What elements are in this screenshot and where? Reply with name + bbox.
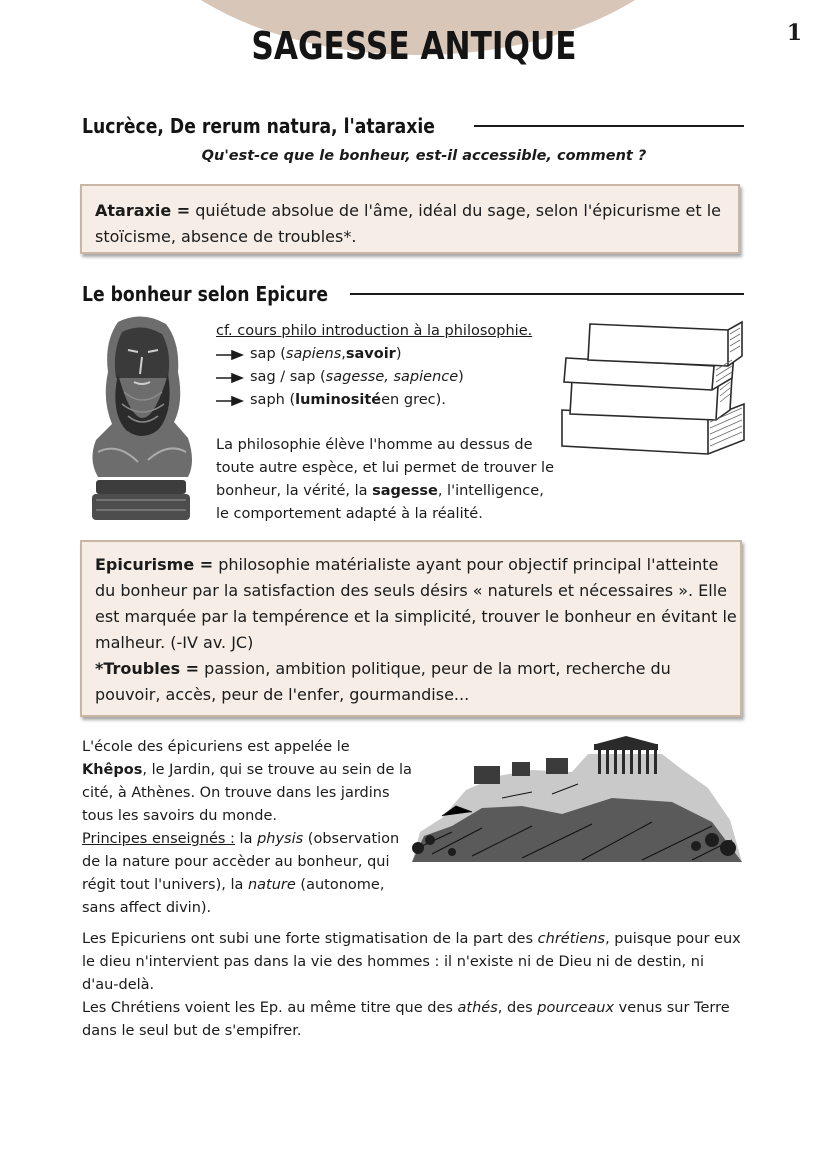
stigma-paragraph: Les Epicuriens ont subi une forte stigmatisation de la part des chrétiens, puisque pour eux le dieu n'intervient pas dans la vie des hommes : il n'existe ni de Dieu ni de destin, ni d'au-delà. Les Chrétiens voient les Ep. au même titre que des athés, des pourceaux venus sur Terre dans le seul but de s'empifrer. [82, 931, 741, 1039]
definition-box-epicurisme: Epicurisme = philosophie matérialiste ayant pour objectif principal l'atteinte du bonheur par la satisfaction des seuls désirs « naturels et nécessaires ». Elle est marquée par la tempérence et la simplicité, trouver le bonheur en évitant le malheur. (-IV av. JC) *Troubles = passion, ambition politique, peur de la mort, recherche du pouvoir, accès, peur de l'enfer, gourmandise... [80, 540, 742, 717]
etymology-line: sap ( sapiens , savoir ) [216, 343, 546, 366]
arrow-right-icon [216, 373, 244, 383]
arrow-right-icon [216, 350, 244, 360]
principles-label: Principes enseignés : [82, 831, 235, 847]
etymology-block [216, 320, 546, 412]
page-number: 1 [786, 20, 802, 46]
page-title: SAGESSE ANTIQUE [251, 24, 577, 68]
acropolis-illustration [412, 736, 742, 862]
definition-box-ataraxie [80, 184, 740, 254]
epicurus-bust-illustration [88, 312, 196, 524]
etymology-line: saph ( luminosité en grec). [216, 389, 546, 412]
heading-rule [474, 125, 744, 127]
etymology-line: sag / sap ( sagesse, sapience ) [216, 366, 546, 389]
books-stack-illustration [558, 318, 750, 458]
section-heading-ataraxie [82, 114, 744, 138]
section-heading-epicure [82, 282, 744, 306]
section-heading-text: Lucrèce, De rerum natura, l'ataraxie [82, 114, 435, 138]
philosophy-paragraph: La philosophie élève l'homme au dessus de toute autre espèce, et lui permet de trouver le bonheur, la vérité, la sagesse, l'intelligence, le comportement adapté à la réalité. [216, 437, 554, 522]
school-paragraph: L'école des épicuriens est appelée le Khêpos, le Jardin, qui se trouve au sein de la cité, à Athènes. On trouve dans les jardins tous les savoirs du monde. Principes enseignés : la physis (observation de la nature pour accèder au bonheur, qui régit tout l'univers), la nature (autonome, sans affect divin). [82, 739, 412, 916]
guiding-question: Qu'est-ce que le bonheur, est-il accessible, comment ? [201, 148, 647, 164]
heading-rule [350, 293, 744, 295]
definition-term: Ataraxie = [95, 201, 191, 220]
section-heading-text: Le bonheur selon Epicure [82, 282, 329, 306]
course-reference: cf. cours philo introduction à la philosophie. [216, 323, 533, 339]
arrow-right-icon [216, 396, 244, 406]
definition-text: quiétude absolue de l'âme, idéal du sage, selon l'épicurisme et le stoïcisme, absence de troubles*. [95, 201, 721, 246]
